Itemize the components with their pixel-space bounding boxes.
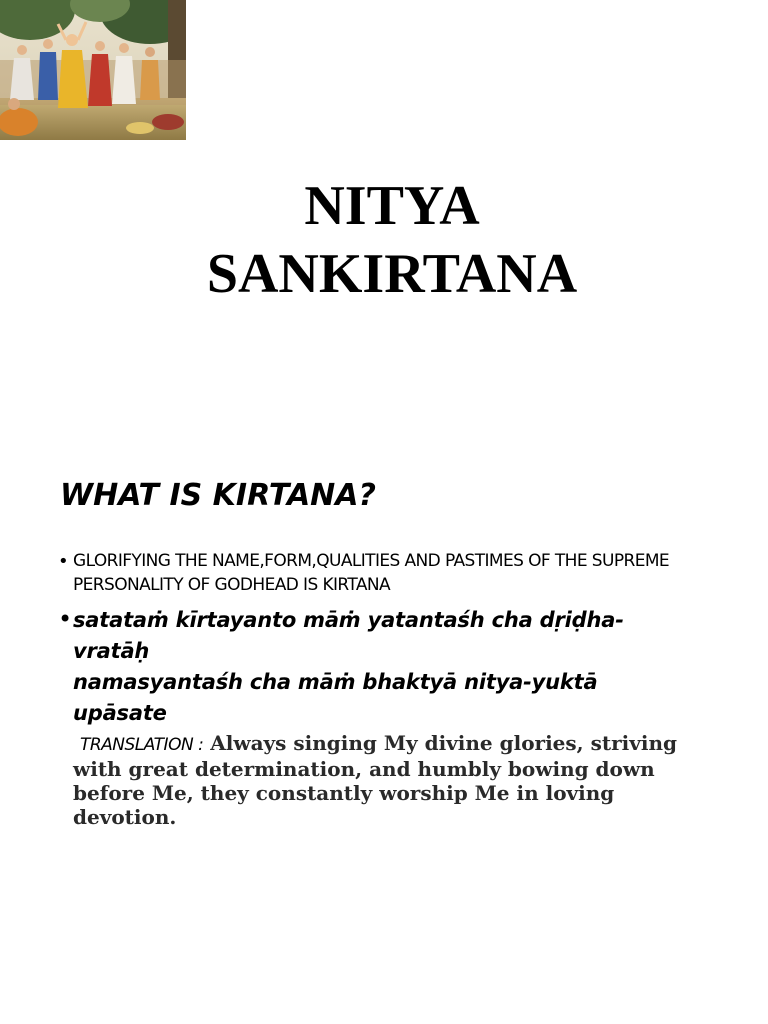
verse-line-4: upāsate bbox=[73, 701, 167, 725]
verse-line-1: satataṁ kīrtayanto māṁ yatantaśh cha dṛiḍha- bbox=[73, 608, 624, 632]
bullet-definition bbox=[58, 549, 718, 597]
sankirtana-painting bbox=[0, 0, 186, 140]
section-heading: WHAT IS KIRTANA? bbox=[60, 478, 376, 513]
translation-text: Always singing My divine glories, striving with great determination, and humbly bowing down before Me, they constantly worship Me in loving devotion. bbox=[73, 731, 677, 829]
definition-text: GLORIFYING THE NAME,FORM,QUALITIES AND PASTIMES OF THE SUPREME PERSONALITY OF GODHEAD IS KIRTANA bbox=[73, 551, 670, 595]
bullet-verse bbox=[58, 605, 718, 729]
verse-line-3: namasyantaśh cha māṁ bhaktyā nitya-yuktā bbox=[73, 670, 598, 694]
slide-title bbox=[0, 172, 768, 308]
title-line-1: NITYA bbox=[304, 175, 480, 237]
bullet-dot: • bbox=[58, 605, 73, 633]
verse-line-2: vratāḥ bbox=[73, 639, 150, 663]
title-line-2: SANKIRTANA bbox=[206, 243, 578, 305]
bullet-dot: • bbox=[58, 551, 69, 572]
translation-paragraph bbox=[73, 731, 713, 829]
verse-text bbox=[73, 605, 718, 729]
translation-label: TRANSLATION : bbox=[79, 735, 204, 755]
